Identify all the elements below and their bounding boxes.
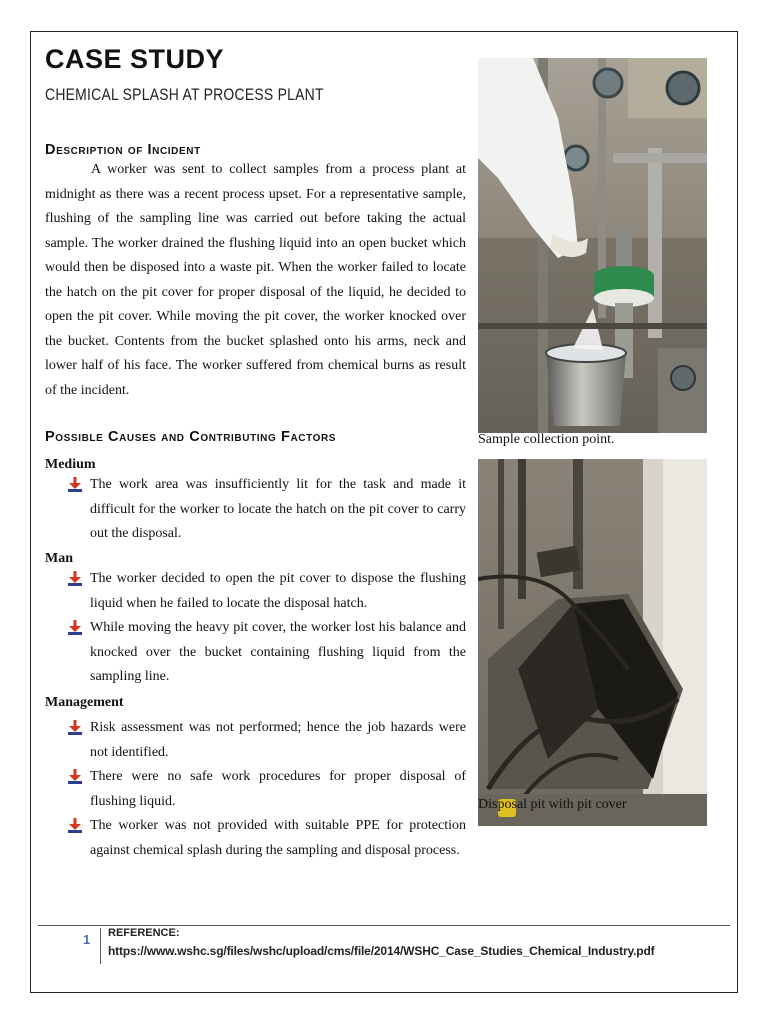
list-item: The worker was not provided with suitable PPE for protection against chemical splash during the sampling and disposal process. (68, 814, 466, 863)
bullet-arrow-icon (68, 620, 82, 636)
footer-vertical-divider (100, 928, 101, 964)
bullet-arrow-icon (68, 571, 82, 587)
bullet-arrow-icon (68, 720, 82, 736)
photo-caption-1: Sample collection point. (478, 432, 615, 447)
photo-caption-2: Disposal pit with pit cover (478, 797, 627, 812)
bullet-arrow-icon (68, 818, 82, 834)
list-item: While moving the heavy pit cover, the worker lost his balance and knocked over the bucket containing flushing liquid from the sampling line. (68, 616, 466, 690)
page-number: 1 (83, 932, 91, 947)
bullet-arrow-icon (68, 769, 82, 785)
bullet-arrow-icon (68, 477, 82, 493)
management-label: Management (45, 695, 124, 710)
list-item: There were no safe work procedures for proper disposal of flushing liquid. (68, 765, 466, 814)
man-label: Man (45, 551, 73, 566)
reference-label: REFERENCE: (108, 927, 180, 939)
medium-label: Medium (45, 457, 96, 472)
incident-description: A worker was sent to collect samples from a process plant at midnight as there was a recent process upset. For a representative sample, flushing of the sampling line was carried out before taking the actual sample. The worker drained the flushing liquid into an open bucket which would then be disposed into a waste pit. When the worker failed to locate the hatch on the pit cover for proper disposal of the liquid, he decided to open the pit cover. While moving the pit cover, the worker knocked over the bucket. Contents from the bucket splashed onto his arms, neck and lower half of his face. The worker suffered from chemical burns as result of the incident. (45, 162, 466, 398)
list-item: The work area was insufficiently lit for the task and made it difficult for the worker to locate the hatch on the pit cover to carry out the disposal. (68, 473, 466, 547)
sample-collection-photo (478, 58, 707, 433)
causes-heading: Possible Causes and Contributing Factors (45, 429, 337, 445)
footer-divider (38, 925, 730, 926)
list-item: Risk assessment was not performed; hence the job hazards were not identified. (68, 716, 466, 765)
page-title: CASE STUDY (45, 44, 225, 74)
reference-link[interactable]: https://www.wshc.sg/files/wshc/upload/cms/file/2014/WSHC_Case_Studies_Chemical_Industry.pdf (108, 944, 655, 958)
incident-heading: Description of Incident (45, 142, 201, 158)
page-subtitle: CHEMICAL SPLASH AT PROCESS PLANT (45, 85, 324, 104)
disposal-pit-photo (478, 459, 707, 826)
list-item: The worker decided to open the pit cover to dispose the flushing liquid when he failed to locate the disposal hatch. (68, 567, 466, 616)
